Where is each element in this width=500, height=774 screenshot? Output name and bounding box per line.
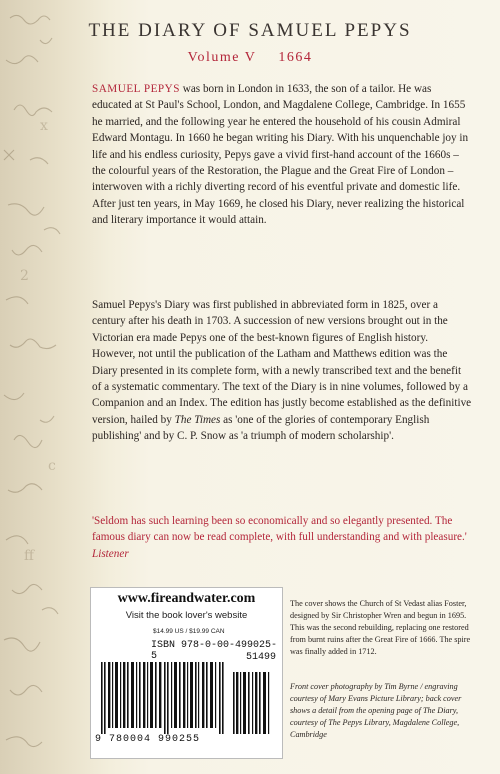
- volume-label: Volume V: [187, 50, 257, 65]
- the-times-title: The Times: [174, 413, 221, 426]
- publication-text-2: as 'one of the glories of contemporary English publishing' and by C. P. Snow as 'a triumph of modern scholarship'.: [92, 413, 430, 443]
- credit-diary-title: The Diary: [422, 706, 456, 715]
- credit-text-2: , courtesy of The Pepys Library, Magdalene College, Cambridge: [290, 706, 460, 739]
- biography-paragraph: [92, 81, 472, 229]
- ean13-number: 9 780004 990255: [95, 734, 201, 745]
- cover-description: The cover shows the Church of St Vedast alias Foster, designed by Sir Christopher Wren and begun in 1695. This was the second rebuilding, replacing one restored from burnt ruins after the Great Fire of 1666. The spire was finally added in 1712.: [290, 599, 471, 656]
- website-url: www.fireandwater.com: [117, 591, 256, 606]
- volume-subtitle: [0, 50, 500, 66]
- publication-paragraph: [92, 297, 472, 445]
- svg-text:2: 2: [20, 268, 29, 284]
- quote-text: 'Seldom has such learning been so economically and so elegantly presented. The famous diary can now be read complete, with full understanding and with pleasure.': [92, 515, 467, 544]
- author-name-lead: SAMUEL PEPYS: [92, 83, 180, 95]
- barcode-panel: [90, 587, 283, 759]
- website-tagline: Visit the book lover's website: [125, 610, 248, 621]
- price-label: $14.99 US / $19.99 CAN: [153, 628, 225, 635]
- book-title: THE DIARY OF SAMUEL PEPYS: [88, 20, 412, 41]
- review-quote: [92, 513, 472, 562]
- isbn-label: ISBN 978-0-00-499025-5: [151, 640, 278, 662]
- svg-text:ff: ff: [24, 548, 34, 564]
- ean5-number: 51499: [245, 652, 276, 663]
- biography-text: was born in London in 1633, the son of a tailor. He was educated at St Paul's School, London, and Magdalene College, Cambridge. In 1655 he married, and the following year he entered the household of his cousin Admiral Edward Montagu. In 1660 he began writing his Diary. With his unquenchable joy in life and his endless curiosity, Pepys gave a vivid first-hand account of the 1660s – the colourful years of the Restoration, the Plague and the Great Fire of London – interwoven with a richly diverting record of his eventful private and domestic life. After just ten years, in May 1669, he closed his Diary, never realizing the historical and literary importance it would attain.: [92, 83, 469, 227]
- volume-year: 1664: [278, 50, 313, 65]
- photo-credit: [290, 681, 480, 741]
- barcode-image: [97, 662, 277, 734]
- publication-text-1: Samuel Pepys's Diary was first published in abbreviated form in 1825, over a century after his death in 1703. A succession of new versions brought out in the Victorian era made Pepys one of the best-known figures of English history. However, not until the publication of the Latham and Matthews edition was the Diary presented in its complete form, with a newly transcribed text and the benefit of a systematic commentary. The text of the Diary is in nine volumes, followed by a Companion and an Index. The edition has justly become established as the definitive version, hailed by: [92, 299, 472, 426]
- svg-text:x: x: [40, 118, 48, 134]
- credit-text-1: Front cover photography by Tim Byrne / engraving courtesy of Mary Evans Picture Library; back cover shows a detail from the opening page of: [290, 682, 462, 715]
- svg-text:c: c: [48, 458, 56, 474]
- quote-source: Listener: [92, 547, 129, 560]
